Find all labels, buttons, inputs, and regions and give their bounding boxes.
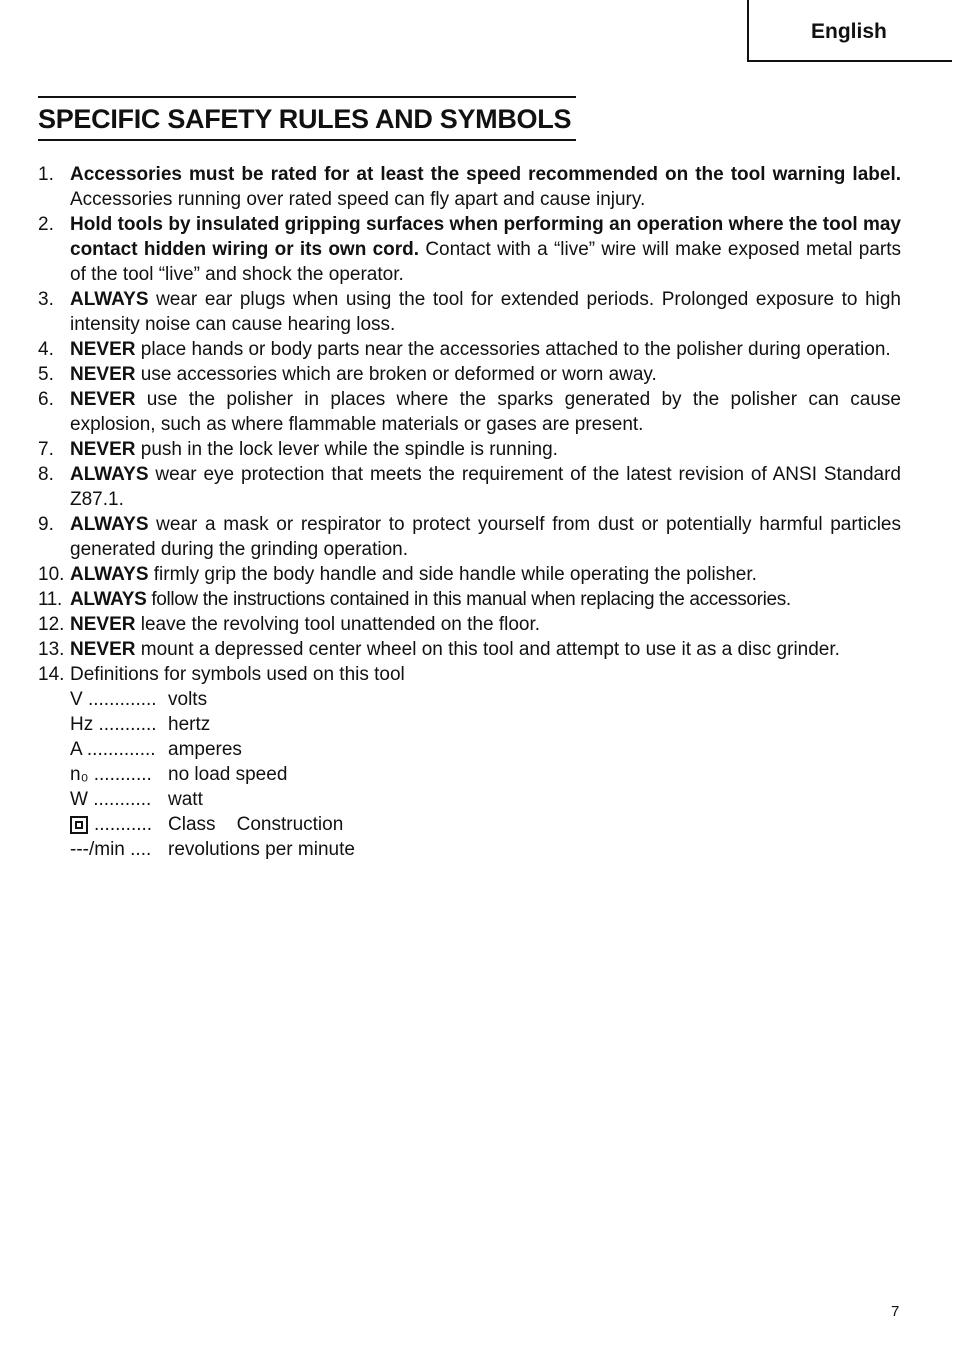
rule-emphasis: ALWAYS [70,564,149,585]
rule-text: use accessories which are broken or deformed or worn away. [135,364,657,385]
rule-text: leave the revolving tool unattended on the floor. [135,614,541,635]
rule-number: 13. [38,639,65,660]
page-number: 7 [891,1303,900,1320]
rule-number: 9. [38,514,54,535]
symbol-definition: hertz [168,714,211,735]
rule-emphasis: NEVER [70,364,136,385]
rule-emphasis: Accessories must be rated for at least the speed recommended on the tool warning label. [70,164,901,185]
rule-emphasis: ALWAYS [70,464,149,485]
symbol-definition: volts [168,689,208,710]
rule-item [38,287,901,337]
rule-number: 8. [38,464,54,485]
rule-number: 12. [38,614,65,635]
rule-text: firmly grip the body handle and side handle while operating the polisher. [148,564,757,585]
rule-emphasis: ALWAYS [70,589,147,610]
language-label: English [811,20,887,43]
symbol-definition: no load speed [168,764,288,785]
language-tab [747,0,952,62]
rule-number: 14. [38,664,65,685]
rule-item [38,337,901,362]
rule-number: 7. [38,439,54,460]
rule-item [38,162,901,212]
title-box [38,96,576,141]
rule-emphasis: NEVER [70,639,136,660]
rule-item [38,437,901,462]
symbol-definitions-item [38,662,901,862]
symbol-key: W ........... [70,789,152,810]
rule-emphasis: ALWAYS [70,514,149,535]
rule-item [38,362,901,387]
rule-emphasis: NEVER [70,439,136,460]
rule-number: 11. [38,589,62,610]
rule-number: 10. [38,564,65,585]
rule-number: 6. [38,389,54,410]
symbol-definition: amperes [168,739,242,760]
symbol-key: ........... [94,814,153,835]
rule-item [38,562,901,587]
safety-rules-list [38,162,901,862]
symbol-key: ---/min .... [70,839,152,860]
symbol-row [70,837,901,862]
symbol-key: n₀ ........... [70,764,152,785]
rule-emphasis: NEVER [70,614,136,635]
rule-text: Contact with a “live” wire will make exposed metal parts of the tool “live” and shock the operator. [70,239,901,285]
rule-text: wear eye protection that meets the requirement of the latest revision of ANSI Standard Z87.1. [70,464,901,510]
rule-text: wear ear plugs when using the tool for extended periods. Prolonged exposure to high intensity noise can cause hearing loss. [70,289,901,335]
rule-number: 2. [38,214,54,235]
rule-item [38,512,901,562]
symbol-key: Hz ........... [70,714,157,735]
rule-number: 3. [38,289,54,310]
rule-number: 4. [38,339,54,360]
rule-item [38,387,901,437]
symbol-list [70,687,901,862]
rule-item [38,612,901,637]
symbol-definition: Class Construction [168,814,344,835]
symbol-key: V ............. [70,689,157,710]
rule-item [38,637,901,662]
symbol-definition: watt [168,789,203,810]
rule-text: place hands or body parts near the accessories attached to the polisher during operation. [135,339,891,360]
symbol-row [70,687,901,712]
symbol-row [70,737,901,762]
page-title: SPECIFIC SAFETY RULES AND SYMBOLS [38,104,572,134]
symbol-row [70,812,901,837]
symbol-row [70,787,901,812]
rule-emphasis: ALWAYS [70,289,149,310]
rule-text: use the polisher in places where the sparks generated by the polisher can cause explosion, such as where flammable materials or gases are present. [70,389,901,435]
class-ii-double-insulation-icon [70,816,88,834]
rule-number: 5. [38,364,54,385]
rule-text: push in the lock lever while the spindle is running. [135,439,558,460]
rule-number: 1. [38,164,54,185]
symbol-row [70,762,901,787]
symbol-definition: revolutions per minute [168,839,355,860]
rule-text: mount a depressed center wheel on this tool and attempt to use it as a disc grinder. [135,639,840,660]
rule-emphasis: NEVER [70,339,136,360]
rule-text: follow the instructions contained in this manual when replacing the accessories. [146,589,791,610]
rule-item [38,212,901,287]
symbol-row [70,712,901,737]
rule-emphasis: NEVER [70,389,136,410]
rule-item [38,587,901,612]
rule-item [38,462,901,512]
rule-text: wear a mask or respirator to protect yourself from dust or potentially harmful particles generated during the grinding operation. [70,514,901,560]
symbol-key: A ............. [70,739,156,760]
definitions-intro: Definitions for symbols used on this tool [70,664,405,685]
rule-emphasis: Hold tools by insulated gripping surfaces when performing an operation where the tool may contact hidden wiring or its own cord. [70,214,901,260]
rule-text: Accessories running over rated speed can fly apart and cause injury. [70,189,646,210]
